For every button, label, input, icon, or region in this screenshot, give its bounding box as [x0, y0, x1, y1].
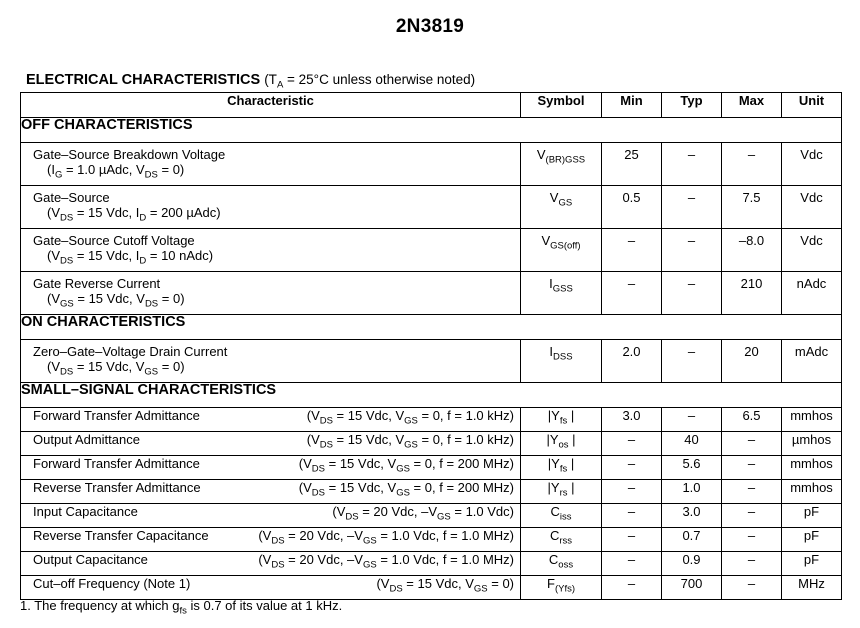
unit-cell: mAdc	[782, 340, 842, 383]
section-title-off: OFF CHARACTERISTICS	[21, 118, 842, 143]
symbol-cell: $V_{(BR)GSS}$	[521, 143, 602, 186]
min-cell: –	[602, 272, 662, 315]
symbol-cell: $C_{rss}$	[521, 528, 602, 552]
max-cell: 210	[722, 272, 782, 315]
symbol-cell: $V_{GS}$	[521, 186, 602, 229]
min-cell: 3.0	[602, 408, 662, 432]
max-cell: –	[722, 480, 782, 504]
unit-cell: mmhos	[782, 480, 842, 504]
unit-cell: MHz	[782, 576, 842, 600]
symbol-cell: $C_{iss}$	[521, 504, 602, 528]
page-title: 2N3819	[395, 16, 465, 37]
typ-cell: –	[662, 143, 722, 186]
heading-main: ELECTRICAL CHARACTERISTICS	[26, 72, 261, 88]
min-cell: –	[602, 576, 662, 600]
min-cell: –	[602, 552, 662, 576]
unit-cell: mmhos	[782, 408, 842, 432]
col-header-symbol: Symbol	[521, 93, 602, 118]
typ-cell: 5.6	[662, 456, 722, 480]
unit-cell: pF	[782, 528, 842, 552]
max-cell: –	[722, 552, 782, 576]
min-cell: 2.0	[602, 340, 662, 383]
characteristic-cell: Output Admittance ($V_{DS} = 15$ Vdc, $V_{GS} = 0$, f = 1.0 kHz)	[21, 432, 521, 456]
table-row	[21, 528, 842, 552]
table-row	[21, 432, 842, 456]
electrical-characteristics-table	[20, 92, 842, 600]
unit-cell: Vdc	[782, 143, 842, 186]
characteristic-cell: Gate–Source Breakdown Voltage ($I_G = 1.0$ µAdc, $V_{DS} = 0$)	[21, 143, 521, 186]
typ-cell: 3.0	[662, 504, 722, 528]
footnote: 1. The frequency at which $g_{fs}$ is 0.7 of its value at 1 kHz.	[20, 598, 343, 617]
symbol-cell: $|Y_{os}$ |	[521, 432, 602, 456]
symbol-cell: $C_{oss}$	[521, 552, 602, 576]
min-cell: –	[602, 229, 662, 272]
table-row	[21, 552, 842, 576]
table-row	[21, 143, 842, 186]
table-row	[21, 186, 842, 229]
min-cell: –	[602, 432, 662, 456]
section-title-on: ON CHARACTERISTICS	[21, 315, 842, 340]
min-cell: –	[602, 456, 662, 480]
max-cell: –8.0	[722, 229, 782, 272]
min-cell: –	[602, 528, 662, 552]
characteristic-cell: Zero–Gate–Voltage Drain Current ($V_{DS} = 15$ Vdc, $V_{GS} = 0$)	[21, 340, 521, 383]
min-cell: 25	[602, 143, 662, 186]
table-row	[21, 340, 842, 383]
symbol-cell: $F_{(Yfs)}$	[521, 576, 602, 600]
characteristic-cell: Input Capacitance ($V_{DS} = 20$ Vdc, $-V_{GS} = 1.0$ Vdc)	[21, 504, 521, 528]
characteristic-cell: Cut–off Frequency (Note 1) ($V_{DS} = 15$ Vdc, $V_{GS} = 0$)	[21, 576, 521, 600]
section-row-off	[21, 118, 842, 143]
unit-cell: pF	[782, 504, 842, 528]
table-row	[21, 229, 842, 272]
typ-cell: –	[662, 272, 722, 315]
max-cell: –	[722, 143, 782, 186]
table-row	[21, 576, 842, 600]
typ-cell: –	[662, 186, 722, 229]
characteristic-cell: Forward Transfer Admittance ($V_{DS} = 15$ Vdc, $V_{GS} = 0$, f = 200 MHz)	[21, 456, 521, 480]
typ-cell: 0.7	[662, 528, 722, 552]
col-header-typ: Typ	[662, 93, 722, 118]
max-cell: 6.5	[722, 408, 782, 432]
max-cell: –	[722, 432, 782, 456]
heading-condition: ($T_A = 25^\circ C$ unless otherwise noted)	[264, 72, 476, 91]
table-row	[21, 408, 842, 432]
typ-cell: 700	[662, 576, 722, 600]
col-header-characteristic: Characteristic	[21, 93, 521, 118]
col-header-min: Min	[602, 93, 662, 118]
section-row-on	[21, 315, 842, 340]
max-cell: –	[722, 576, 782, 600]
unit-cell: Vdc	[782, 186, 842, 229]
unit-cell: Vdc	[782, 229, 842, 272]
symbol-cell: $I_{GSS}$	[521, 272, 602, 315]
table-header-row	[21, 93, 842, 118]
col-header-unit: Unit	[782, 93, 842, 118]
table-row	[21, 504, 842, 528]
characteristic-cell: Reverse Transfer Admittance ($V_{DS} = 15$ Vdc, $V_{GS} = 0$, f = 200 MHz)	[21, 480, 521, 504]
characteristic-cell: Gate Reverse Current ($V_{GS} = 15$ Vdc, $V_{DS} = 0$)	[21, 272, 521, 315]
section-row-small-signal	[21, 383, 842, 408]
table-heading	[26, 72, 476, 91]
min-cell: 0.5	[602, 186, 662, 229]
table-row	[21, 272, 842, 315]
section-title-small-signal: SMALL–SIGNAL CHARACTERISTICS	[21, 383, 842, 408]
symbol-cell: $|Y_{fs}$ |	[521, 456, 602, 480]
min-cell: –	[602, 480, 662, 504]
characteristic-cell: Forward Transfer Admittance ($V_{DS} = 15$ Vdc, $V_{GS} = 0$, f = 1.0 kHz)	[21, 408, 521, 432]
table-row	[21, 480, 842, 504]
typ-cell: 1.0	[662, 480, 722, 504]
characteristic-cell: Reverse Transfer Capacitance ($V_{DS} = 20$ Vdc, $-V_{GS} = 1.0$ Vdc, f = 1.0 MHz)	[21, 528, 521, 552]
symbol-cell: $I_{DSS}$	[521, 340, 602, 383]
min-cell: –	[602, 504, 662, 528]
symbol-cell: $|Y_{rs}$ |	[521, 480, 602, 504]
symbol-cell: $|Y_{fs}$ |	[521, 408, 602, 432]
col-header-max: Max	[722, 93, 782, 118]
typ-cell: –	[662, 340, 722, 383]
characteristic-cell: Output Capacitance ($V_{DS} = 20$ Vdc, $-V_{GS} = 1.0$ Vdc, f = 1.0 MHz)	[21, 552, 521, 576]
max-cell: –	[722, 504, 782, 528]
typ-cell: 0.9	[662, 552, 722, 576]
unit-cell: mmhos	[782, 456, 842, 480]
typ-cell: –	[662, 408, 722, 432]
characteristic-cell: Gate–Source Cutoff Voltage ($V_{DS} = 15$ Vdc, $I_D = 10$ nAdc)	[21, 229, 521, 272]
max-cell: –	[722, 456, 782, 480]
max-cell: 7.5	[722, 186, 782, 229]
symbol-cell: $V_{GS(off)}$	[521, 229, 602, 272]
max-cell: –	[722, 528, 782, 552]
typ-cell: –	[662, 229, 722, 272]
unit-cell: pF	[782, 552, 842, 576]
typ-cell: 40	[662, 432, 722, 456]
max-cell: 20	[722, 340, 782, 383]
unit-cell: µmhos	[782, 432, 842, 456]
table-row	[21, 456, 842, 480]
unit-cell: nAdc	[782, 272, 842, 315]
characteristic-cell: Gate–Source ($V_{DS} = 15$ Vdc, $I_D = 200$ µAdc)	[21, 186, 521, 229]
